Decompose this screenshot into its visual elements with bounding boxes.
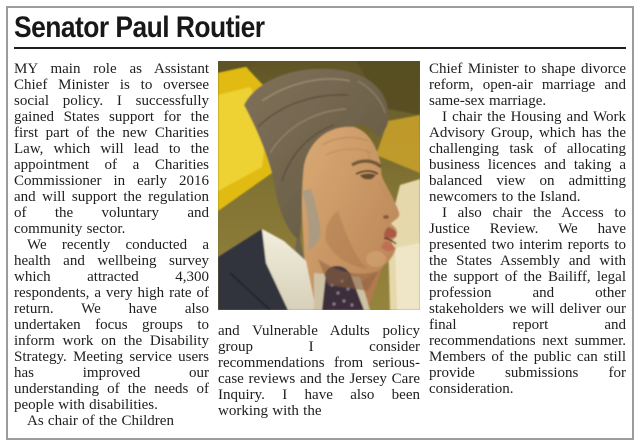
paragraph: I chair the Housing and Work Advisory Group, which has the challenging task of allocating business licences and taking a balanced view on admitting newcomers to the Island.	[429, 108, 626, 205]
title-rule	[14, 47, 626, 49]
article-title: Senator Paul Routier	[14, 11, 265, 44]
paragraph: Chief Minister to shape divorce reform, open-air marriage and same-sex marriage.	[429, 60, 626, 109]
paragraph: and Vulnerable Adults policy group I consider recommendations from serious-case reviews and the Jersey Care Inquiry. I have also been working with the	[218, 322, 420, 419]
paragraph: I also chair the Access to Justice Review. We have presented two interim reports to the States Assembly and with the support of the Bailiff, legal profession and other stakeholders we will deliver our final report and recommendations next summer. Members of the public can still provide submissions for consideration.	[429, 204, 626, 397]
paragraph: We recently conducted a health and wellbeing survey which attracted 4,300 respondents, a very high rate of return. We have also undertaken focus groups to inform work on the Disability Strategy. Meeting service users has improved our understanding of the needs of people with disabilities.	[14, 236, 209, 413]
article-column-2	[218, 61, 420, 419]
article-column-1	[14, 61, 209, 429]
portrait-photo	[218, 61, 420, 310]
article-body	[14, 61, 626, 429]
paragraph: MY main role as Assistant Chief Minister is to oversee social policy. I successfully gained States support for the first part of the new Charities Law, which will lead to the appointment of a Charities Commissioner in early 2016 and will support the regulation of the voluntary and community sector.	[14, 60, 209, 237]
article-column-3	[429, 61, 626, 397]
newspaper-page	[6, 6, 634, 440]
paragraph: As chair of the Children	[27, 412, 174, 429]
article-header	[14, 12, 626, 49]
